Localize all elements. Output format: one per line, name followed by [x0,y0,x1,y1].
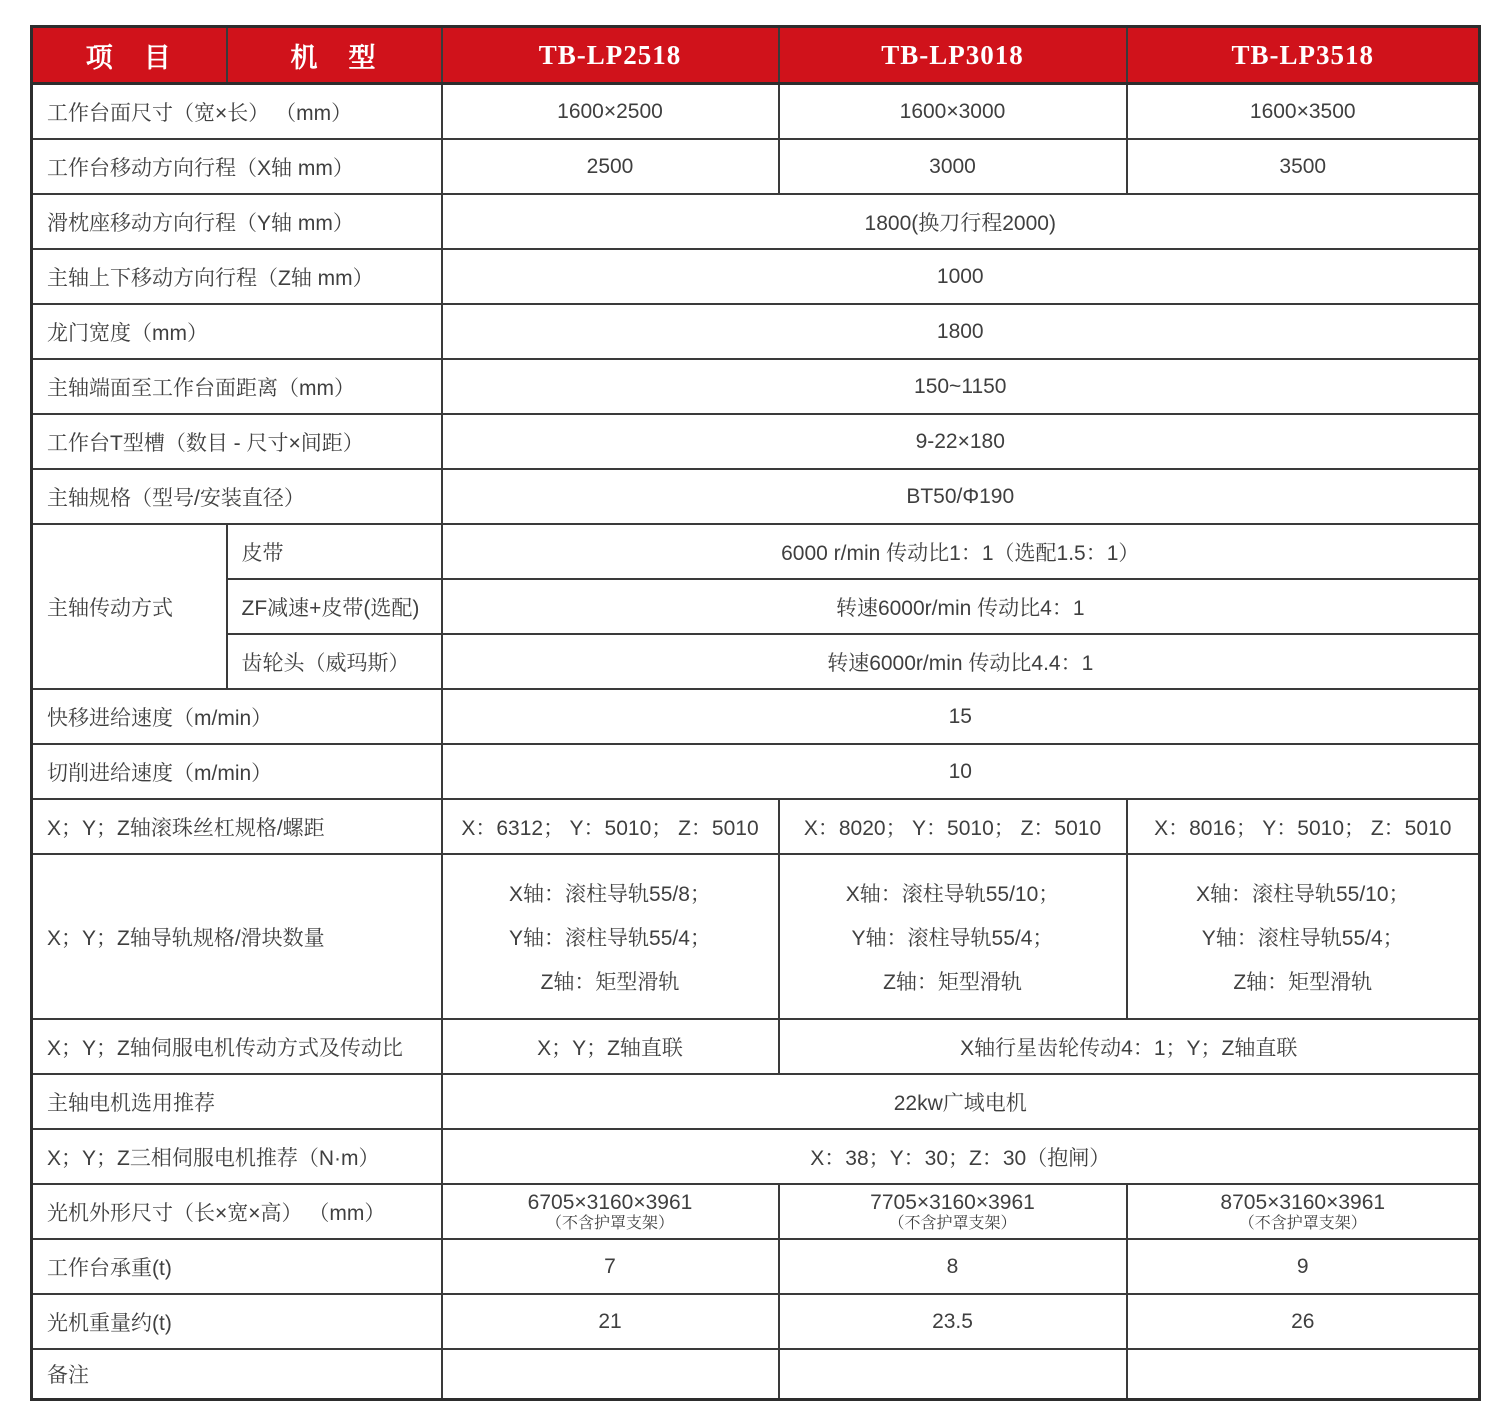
subrow-label: 皮带 [227,524,442,579]
header-model: 机 型 [227,27,442,84]
row-rapid-feed [32,689,1480,744]
row-label: 龙门宽度（mm） [32,304,442,359]
spec-table [30,25,1481,1401]
cell-value: 15 [442,689,1480,744]
row-table-load [32,1239,1480,1294]
dimension-note: （不含护罩支架） [545,1215,674,1232]
cell-value: 转速6000r/min 传动比4：1 [442,579,1480,634]
cell-value: 9-22×180 [442,414,1480,469]
row-spindle-drive-belt [32,524,1480,579]
row-label: 滑枕座移动方向行程（Y轴 mm） [32,194,442,249]
cell-value: BT50/Φ190 [442,469,1480,524]
cell-value: X轴行星齿轮传动4：1；Y；Z轴直联 [779,1019,1480,1074]
row-spindle-drive-zf [32,579,1480,634]
cell-value: 10 [442,744,1480,799]
row-x-travel [32,139,1480,194]
cell-value: X：38；Y：30；Z：30（抱闸） [442,1129,1480,1184]
cell-value: 150~1150 [442,359,1480,414]
cell-value: 转速6000r/min 传动比4.4：1 [442,634,1480,689]
cell-value: 1600×3000 [779,84,1127,140]
cell-value: 1800(换刀行程2000) [442,194,1480,249]
cell-value: 9 [1127,1239,1480,1294]
cell-value [1127,854,1480,1019]
row-spindle-motor [32,1074,1480,1129]
guideway-z: Z轴：矩型滑轨 [540,970,680,994]
guideway-x: X轴：滚柱导轨55/8； [509,882,711,906]
header-item: 项 目 [32,27,227,84]
header-row [32,27,1480,84]
row-guideway [32,854,1480,1019]
row-label: 备注 [32,1349,442,1400]
subrow-label: ZF减速+皮带(选配) [227,579,442,634]
cell-value [779,854,1127,1019]
row-servo-motor [32,1129,1480,1184]
cell-value: X：8020； Y：5010； Z：5010 [779,799,1127,854]
cell-value: 21 [442,1294,779,1349]
cell-value: X；Y；Z轴直联 [442,1019,779,1074]
row-label: 工作台面尺寸（宽×长） （mm） [32,84,442,140]
guideway-y: Y轴：滚柱导轨55/4； [851,926,1054,950]
row-label: X；Y；Z轴伺服电机传动方式及传动比 [32,1019,442,1074]
cell-value [442,1349,779,1400]
row-cutting-feed [32,744,1480,799]
guideway-y: Y轴：滚柱导轨55/4； [509,926,711,950]
dimension-note: （不含护罩支架） [888,1215,1017,1232]
row-ballscrew [32,799,1480,854]
row-dimensions [32,1184,1480,1239]
cell-value: 3500 [1127,139,1480,194]
cell-value: 22kw广域电机 [442,1074,1480,1129]
cell-value: X：8016； Y：5010； Z：5010 [1127,799,1480,854]
row-z-travel [32,249,1480,304]
cell-value [779,1184,1127,1239]
cell-value: 6000 r/min 传动比1：1（选配1.5：1） [442,524,1480,579]
row-gantry-width [32,304,1480,359]
guideway-x: X轴：滚柱导轨55/10； [1195,882,1410,906]
cell-value: 26 [1127,1294,1480,1349]
cell-value: 1000 [442,249,1480,304]
row-y-travel [32,194,1480,249]
row-spindle-drive-gearhead [32,634,1480,689]
cell-value: 23.5 [779,1294,1127,1349]
guideway-y: Y轴：滚柱导轨55/4； [1201,926,1404,950]
cell-value [779,1349,1127,1400]
row-spindle-spec [32,469,1480,524]
header-model-tb-lp2518: TB-LP2518 [442,27,779,84]
cell-value: 1800 [442,304,1480,359]
row-t-slot [32,414,1480,469]
row-label: 切削进给速度（m/min） [32,744,442,799]
cell-value: 1600×2500 [442,84,779,140]
row-label: 工作台承重(t) [32,1239,442,1294]
row-label: 工作台T型槽（数目 - 尺寸×间距） [32,414,442,469]
row-label: X；Y；Z三相伺服电机推荐（N·m） [32,1129,442,1184]
row-label: 光机重量约(t) [32,1294,442,1349]
row-label: 主轴端面至工作台面距离（mm） [32,359,442,414]
guideway-x: X轴：滚柱导轨55/10； [845,882,1060,906]
dimension-value: 8705×3160×3961 [1220,1191,1386,1214]
header-model-tb-lp3018: TB-LP3018 [779,27,1127,84]
guideway-z: Z轴：矩型滑轨 [1233,970,1373,994]
row-label: X；Y；Z轴滚珠丝杠规格/螺距 [32,799,442,854]
dimension-value: 7705×3160×3961 [870,1191,1035,1214]
row-worktable-size [32,84,1480,140]
dimension-note: （不含护罩支架） [1238,1215,1367,1232]
row-label: 光机外形尺寸（长×宽×高） （mm） [32,1184,442,1239]
row-servo-drive [32,1019,1480,1074]
cell-value: 3000 [779,139,1127,194]
row-label: 主轴规格（型号/安装直径） [32,469,442,524]
row-label: X；Y；Z轴导轨规格/滑块数量 [32,854,442,1019]
cell-value [1127,1184,1480,1239]
cell-value: 7 [442,1239,779,1294]
cell-value [442,1184,779,1239]
header-model-tb-lp3518: TB-LP3518 [1127,27,1480,84]
row-machine-weight [32,1294,1480,1349]
cell-value [1127,1349,1480,1400]
row-spindle-to-table [32,359,1480,414]
guideway-z: Z轴：矩型滑轨 [883,970,1022,994]
row-remarks [32,1349,1480,1400]
row-label: 工作台移动方向行程（X轴 mm） [32,139,442,194]
row-label: 快移进给速度（m/min） [32,689,442,744]
cell-value: 8 [779,1239,1127,1294]
cell-value [442,854,779,1019]
subrow-label: 齿轮头（威玛斯） [227,634,442,689]
cell-value: 2500 [442,139,779,194]
dimension-value: 6705×3160×3961 [527,1191,693,1214]
row-label: 主轴电机选用推荐 [32,1074,442,1129]
group-label-spindle-drive: 主轴传动方式 [32,524,227,689]
cell-value: 1600×3500 [1127,84,1480,140]
cell-value: X：6312； Y：5010； Z：5010 [442,799,779,854]
row-label: 主轴上下移动方向行程（Z轴 mm） [32,249,442,304]
